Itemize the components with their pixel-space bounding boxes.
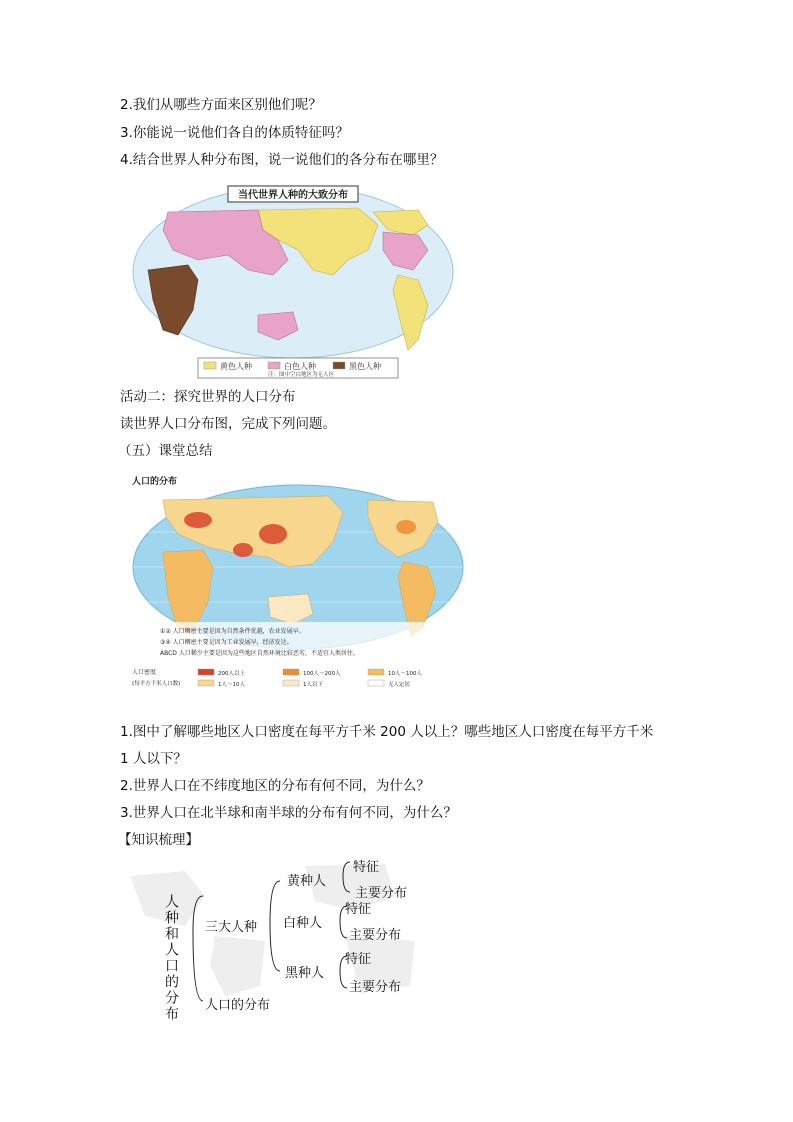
pop-map-dense-europe <box>184 512 212 528</box>
race-distribution-map <box>128 180 458 380</box>
question-b1: 1.图中了解哪些地区人口密度在每平方千米 200 人以上？哪些地区人口密度在每平方千米 <box>120 724 654 740</box>
question-b3: 3.世界人口在北半球和南半球的分布有何不同，为什么？ <box>120 805 457 821</box>
question-2: 2.我们从哪些方面来区别他们呢？ <box>120 97 322 113</box>
race-legend-black: 黑色人种 <box>349 362 381 371</box>
tree-branch-races: 三大人种 <box>205 920 258 935</box>
pop-map-dense-south-asia <box>233 543 253 557</box>
population-distribution-map <box>128 472 468 697</box>
pop-legend-item-3: 1人～10人 <box>218 682 245 688</box>
pop-map-note-1: ①② 人口稠密主要是因为自然条件优越，农业发展早。 <box>160 628 305 635</box>
race-legend-yellow: 黄色人种 <box>220 362 252 371</box>
pop-legend-item-0: 200人以上 <box>218 671 245 677</box>
pop-map-graphic <box>128 472 468 697</box>
question-3: 3.你能说一说他们各自的体质特征吗？ <box>120 125 349 141</box>
race-map-title: 当代世界人种的大致分布 <box>238 190 348 201</box>
question-4: 4.结合世界人种分布图，说一说他们的各分布在哪里？ <box>120 152 444 168</box>
pop-legend-item-5: 无人定居 <box>388 682 411 688</box>
tree-black-feature: 特征 <box>345 952 372 967</box>
pop-map-note-3: ABCD 人口稀少主要是因为这些地区自然环境比较恶劣，不适宜人类居住。 <box>160 650 359 657</box>
tree-black-race: 黑种人 <box>285 966 325 981</box>
tree-branch-population: 人口的分布 <box>205 998 271 1013</box>
knowledge-heading: 【知识梳理】 <box>118 832 199 848</box>
activity2-instruction: 读世界人口分布图，完成下列问题。 <box>120 416 336 432</box>
race-legend-white: 白色人种 <box>284 362 316 371</box>
race-map-graphic <box>128 180 458 380</box>
question-b1-cont: 1 人以下？ <box>120 751 187 767</box>
pop-map-note-2: ③④ 人口稠密主要是因为工业发展早，经济发达。 <box>160 639 293 646</box>
tree-black-distribution: 主要分布 <box>349 980 402 995</box>
pop-map-dense-na <box>396 520 416 534</box>
activity2-title: 活动二：探究世界的人口分布 <box>120 389 296 405</box>
tree-white-distribution: 主要分布 <box>349 928 402 943</box>
tree-root: 人种和人口的分布 <box>163 894 179 1022</box>
pop-map-title: 人口的分布 <box>132 477 178 487</box>
pop-map-dense-east-asia <box>259 524 287 544</box>
question-b2: 2.世界人口在不纬度地区的分布有何不同，为什么？ <box>120 778 430 794</box>
race-legend-note: 注：图中空白地区为无人区 <box>268 372 335 378</box>
tree-yellow-race: 黄种人 <box>287 874 327 889</box>
pop-legend-unit: (每平方千米人口数) <box>132 681 181 687</box>
pop-legend-title: 人口密度 <box>132 669 157 676</box>
pop-legend-item-2: 10人～100人 <box>388 671 422 677</box>
tree-white-race: 白种人 <box>283 916 323 931</box>
pop-legend-item-1: 100人～200人 <box>303 671 341 677</box>
tree-white-feature: 特征 <box>345 902 372 917</box>
tree-yellow-feature: 特征 <box>353 860 380 875</box>
knowledge-tree <box>125 856 430 1022</box>
summary-heading: （五）课堂总结 <box>118 443 213 459</box>
tree-yellow-distribution: 主要分布 <box>355 886 408 901</box>
pop-legend-item-4: 1人以下 <box>303 682 323 688</box>
